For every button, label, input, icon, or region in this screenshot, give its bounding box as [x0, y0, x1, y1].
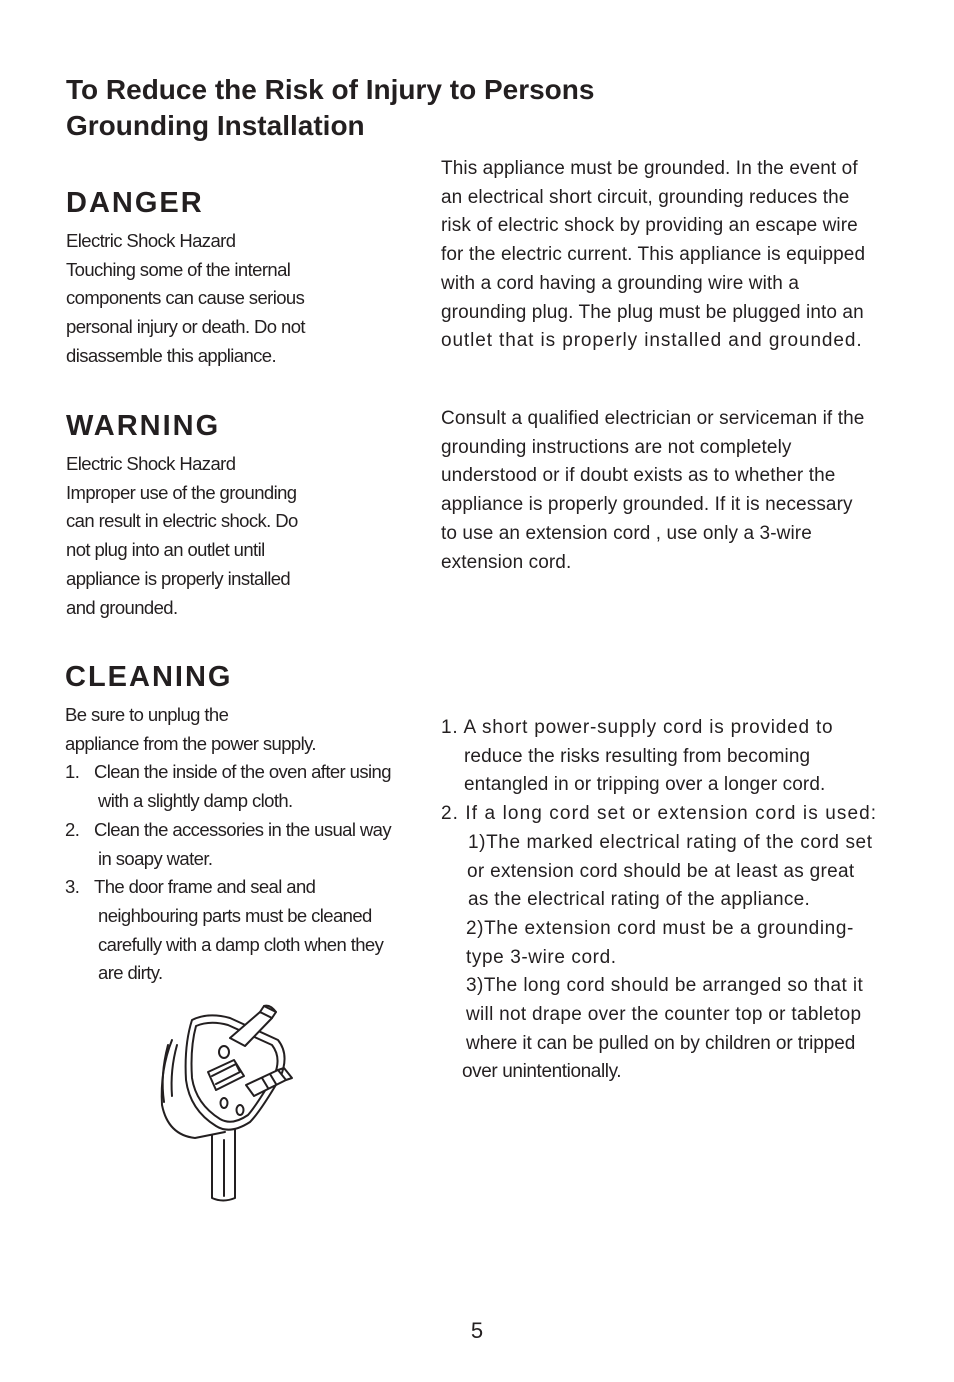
- warning-line: not plug into an outlet until: [66, 539, 265, 561]
- warning-section: [66, 409, 426, 622]
- grounding-line: risk of electric shock by providing an escape wire: [441, 215, 858, 237]
- cord-line: type 3-wire cord.: [466, 946, 617, 968]
- grounding-line: with a cord having a grounding wire with a: [441, 272, 800, 294]
- grounding-line: This appliance must be grounded. In the event of: [441, 158, 858, 179]
- grounding-line: grounding plug. The plug must be plugged into an: [441, 301, 864, 323]
- grounding-line: for the electric current. This appliance is equipped: [441, 244, 866, 266]
- cleaning-item-text: neighbouring parts must be cleaned: [98, 904, 372, 926]
- cleaning-item-text: The door frame and seal and: [94, 876, 316, 898]
- cleaning-item-first-line: [65, 758, 425, 787]
- cleaning-item-text: Clean the accessories in the usual way: [94, 818, 392, 840]
- cord-instructions: [441, 714, 901, 1087]
- cleaning-item-number: 2.: [65, 818, 80, 840]
- cord-line: 2. If a long cord set or extension cord is used:: [441, 803, 878, 825]
- cleaning-intro-line: Be sure to unplug the: [65, 704, 229, 725]
- page-number: 5: [470, 1318, 484, 1343]
- danger-text: [66, 227, 426, 371]
- electrician-line: extension cord.: [441, 551, 572, 573]
- cord-line: 3)The long cord should be arranged so that it: [466, 975, 864, 997]
- danger-line: Touching some of the internal: [66, 258, 291, 280]
- warning-text: [66, 450, 426, 622]
- cleaning-item-text: are dirty.: [98, 962, 163, 984]
- warning-line: Electric Shock Hazard: [66, 453, 236, 474]
- cord-line: where it can be pulled on by children or tripped: [466, 1032, 856, 1054]
- warning-line: and grounded.: [66, 596, 178, 618]
- cleaning-item-text: in soapy water.: [98, 847, 213, 869]
- page-title-line-1: To Reduce the Risk of Injury to Persons: [66, 74, 595, 105]
- cleaning-item: [65, 816, 425, 873]
- cleaning-item-first-line: [65, 816, 425, 845]
- cord-line: 2)The extension cord must be a grounding-: [466, 917, 854, 939]
- danger-line: components can cause serious: [66, 287, 305, 309]
- cleaning-item-text: Clean the inside of the oven after using: [94, 761, 391, 783]
- cleaning-intro-line: appliance from the power supply.: [65, 732, 316, 754]
- electrician-line: understood or if doubt exists as to whether the: [441, 465, 836, 487]
- cleaning-item-number: 1.: [65, 761, 80, 783]
- cleaning-section: [65, 660, 425, 988]
- warning-line: can result in electric shock. Do: [66, 510, 298, 532]
- cord-line: or extension cord should be at least as great: [467, 860, 855, 882]
- cleaning-item-text: with a slightly damp cloth.: [98, 790, 293, 812]
- danger-section: [66, 186, 426, 371]
- cord-line: reduce the risks resulting from becoming: [464, 745, 811, 767]
- plug-illustration: [150, 1000, 310, 1205]
- page-title-line-2: Grounding Installation: [66, 110, 365, 141]
- grounding-line: outlet that is properly installed and grounded.: [441, 330, 863, 352]
- plug-icon: [150, 1000, 310, 1205]
- danger-line: Electric Shock Hazard: [66, 230, 236, 251]
- cleaning-item-first-line: [65, 873, 425, 902]
- cord-line: will not drape over the counter top or tabletop: [466, 1004, 862, 1026]
- danger-heading: DANGER: [66, 187, 204, 219]
- warning-line: Improper use of the grounding: [66, 481, 297, 503]
- electrician-line: Consult a qualified electrician or serviceman if the: [441, 408, 865, 429]
- cleaning-item: [65, 873, 425, 988]
- cleaning-item-number: 3.: [65, 876, 80, 898]
- electrician-line: grounding instructions are not completely: [441, 436, 792, 458]
- warning-heading: WARNING: [66, 410, 221, 442]
- warning-line: appliance is properly installed: [66, 567, 291, 589]
- cleaning-item-text: carefully with a damp cloth when they: [98, 933, 384, 955]
- cord-line: over unintentionally.: [462, 1061, 622, 1083]
- cord-line: 1. A short power-supply cord is provided to: [441, 717, 834, 738]
- cleaning-intro: [65, 701, 425, 758]
- page-title: [66, 72, 594, 144]
- danger-line: personal injury or death. Do not: [66, 316, 305, 338]
- electrician-line: appliance is properly grounded. If it is necessary: [441, 494, 853, 516]
- cord-line: entangled in or tripping over a longer cord.: [464, 774, 826, 796]
- cord-line: 1)The marked electrical rating of the cord set: [468, 831, 873, 853]
- electrician-line: to use an extension cord , use only a 3-wire: [441, 522, 812, 544]
- grounding-line: an electrical short circuit, grounding reduces the: [441, 186, 850, 208]
- danger-line: disassemble this appliance.: [66, 344, 277, 366]
- cleaning-item: [65, 758, 425, 815]
- cleaning-list: [65, 758, 425, 988]
- cleaning-heading: CLEANING: [65, 661, 233, 693]
- cord-line: as the electrical rating of the appliance.: [468, 889, 811, 911]
- grounding-paragraph: [441, 155, 901, 356]
- electrician-paragraph: [441, 405, 901, 577]
